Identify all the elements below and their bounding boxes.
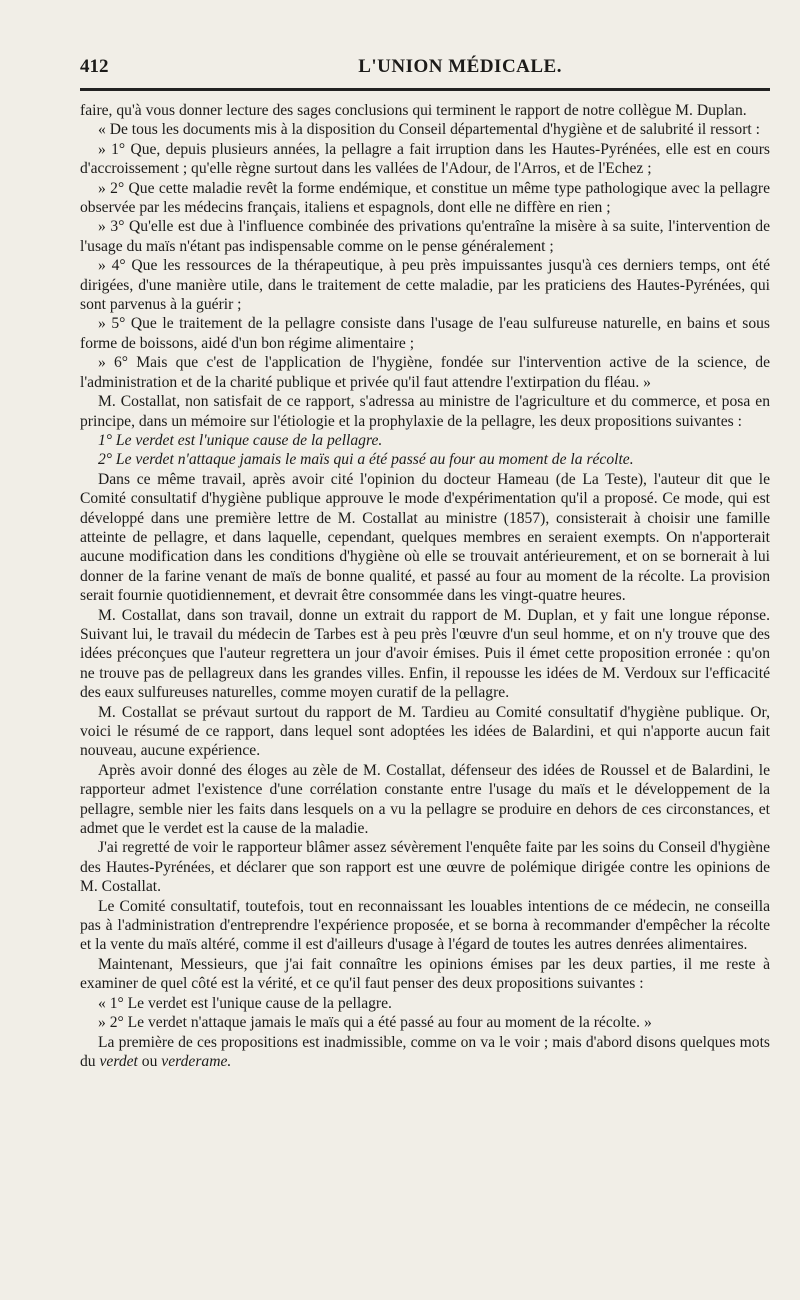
paragraph: Après avoir donné des éloges au zèle de M. Costallat, défenseur des idées de Roussel et de Balardini, le rapporteur admet l'existence d'une corrélation constante entre l'usage du maïs et le développement de la pellagre, semble nier les faits dans lesquels on a vu la pellagre se produire en dehors de ces circonstances, et admet que le verdet est la cause de la maladie. [80, 761, 770, 838]
paragraph: Maintenant, Messieurs, que j'ai fait connaître les opinions émises par les deux parties, il me reste à examiner de quel côté est la vérité, et ce qu'il faut penser des deux propositions suivantes : [80, 955, 770, 993]
page-number: 412 [80, 56, 109, 77]
paragraph: » 6° Mais que c'est de l'application de l'hygiène, fondée sur l'intervention active de la science, de l'administration et de la charité publique et privée qu'il faut attendre l'extirpation du fléau. » [80, 354, 770, 391]
paragraph: J'ai regretté de voir le rapporteur blâmer assez sévèrement l'enquête faite par les soins du Conseil d'hygiène des Hautes-Pyrénées, et déclarer que son rapport est une œuvre de polémique dirigée contre les opinions de M. Costallat. [80, 839, 770, 896]
paragraph: faire, qu'à vous donner lecture des sages conclusions qui terminent le rapport de notre collègue M. Duplan. [80, 102, 747, 119]
term: verderame. [161, 1052, 232, 1070]
proposition: » 2° Le verdet n'attaque jamais le maïs qui a été passé au four au moment de la récolte. » [98, 1014, 652, 1032]
running-head [80, 56, 772, 86]
proposition: 1° Le verdet est l'unique cause de la pellagre. [98, 431, 383, 449]
paragraph: » 4° Que les ressources de la thérapeutique, à peu près impuissantes jusqu'à ces derniers temps, ont été dirigées, d'une manière utile, dans le traitement de cette maladie, par les praticiens des Hautes-Pyrénées, qui sont parvenus à la guérir ; [80, 257, 770, 314]
sentence: La première de ces propositions est inadmissible, comme on va le voir ; mais d'abord disons quelques mots du [80, 1033, 770, 1070]
proposition: « 1° Le verdet est l'unique cause de la pellagre. [98, 994, 392, 1012]
paragraph: » 5° Que le traitement de la pellagre consiste dans l'usage de l'eau sulfureuse naturelle, en bains et sous forme de boissons, aidé d'un bon régime alimentaire ; [80, 315, 770, 352]
paragraph: M. Costallat, dans son travail, donne un extrait du rapport de M. Duplan, et y fait une longue réponse. Suivant lui, le travail du médecin de Tarbes est à peu près l'œuvre d'un seul homme, et on n'y trouve que des idées préconçues que l'auteur regrettera un jour d'avoir émises. Puis il émet cette proposition erronée : qu'on ne trouve pas de pellagreux dans les grandes villes. Enfin, il repousse les idées de M. Verdoux sur l'efficacité des eaux sulfureuses naturelles, comme moyen curatif de la pellagre. [80, 606, 770, 702]
paragraph: Dans ce même travail, après avoir cité l'opinion du docteur Hameau (de La Teste), l'auteur dit que le Comité consultatif d'hygiène publique approuve le mode d'expérimentation qu'il a proposé. Ce mode, qui est développé dans une première lettre de M. Costallat au ministre (1857), consisterait à choisir une famille atteinte de pellagre, et dans laquelle, cependant, quelques membres en seraient exempts. On n'apporterait aucune modification dans les conditions d'hygiène où elle se trouvait antérieurement, et on se bornerait à lui donner de la farine venant de maïs de bonne qualité, et passé au four au moment de la récolte. La provision serait fournie quotidiennement, et devrait être consommée dans les vingt-quatre heures. [80, 470, 770, 605]
paragraph: Le Comité consultatif, toutefois, tout en reconnaissant les louables intentions de ce médecin, ne conseilla pas à l'administration d'entreprendre l'expérience proposée, et se borna à recommander d'empêcher la récolte et la vente du maïs altéré, comme il est d'ailleurs d'usage à l'égard de toutes les autres denrées alimentaires. [80, 897, 770, 954]
proposition: 2° Le verdet n'attaque jamais le maïs qui a été passé au four au moment de la récolte. [98, 451, 634, 469]
body-text [80, 101, 770, 1071]
term: verdet [99, 1052, 138, 1070]
paragraph: M. Costallat, non satisfait de ce rapport, s'adressa au ministre de l'agriculture et du commerce, et posa en principe, dans un mémoire sur l'étiologie et la prophylaxie de la pellagre, les deux propositions suivantes : [80, 393, 770, 430]
journal-title: L'UNION MÉDICALE. [358, 56, 562, 77]
paragraph: « De tous les documents mis à la disposition du Conseil départemental d'hygiène et de salubrité il ressort : [98, 121, 760, 139]
paragraph [80, 1033, 770, 1072]
paragraph: » 3° Qu'elle est due à l'influence combinée des privations qu'entraîne la misère à sa suite, l'intervention de l'usage du maïs n'étant pas indispensable comme on le pense généralement ; [80, 218, 770, 255]
paragraph: M. Costallat se prévaut surtout du rapport de M. Tardieu au Comité consultatif d'hygiène publique. Or, voici le résumé de ce rapport, dans lequel sont adoptées les idées de Balardini, et qui n'apporte aucun fait nouveau, aucune expérience. [80, 703, 770, 760]
header-rule [80, 88, 770, 91]
conjunction: ou [141, 1052, 158, 1070]
paragraph: » 2° Que cette maladie revêt la forme endémique, et constitue un même type pathologique avec la pellagre observée par les médecins français, italiens et espagnols, dont elle ne diffère en rien ; [80, 179, 770, 217]
paragraph: » 1° Que, depuis plusieurs années, la pellagre a fait irruption dans les Hautes-Pyrénées, elle est en cours d'accroissement ; qu'elle règne surtout dans les vallées de l'Adour, de l'Arros, et de l'Echez ; [80, 140, 770, 178]
